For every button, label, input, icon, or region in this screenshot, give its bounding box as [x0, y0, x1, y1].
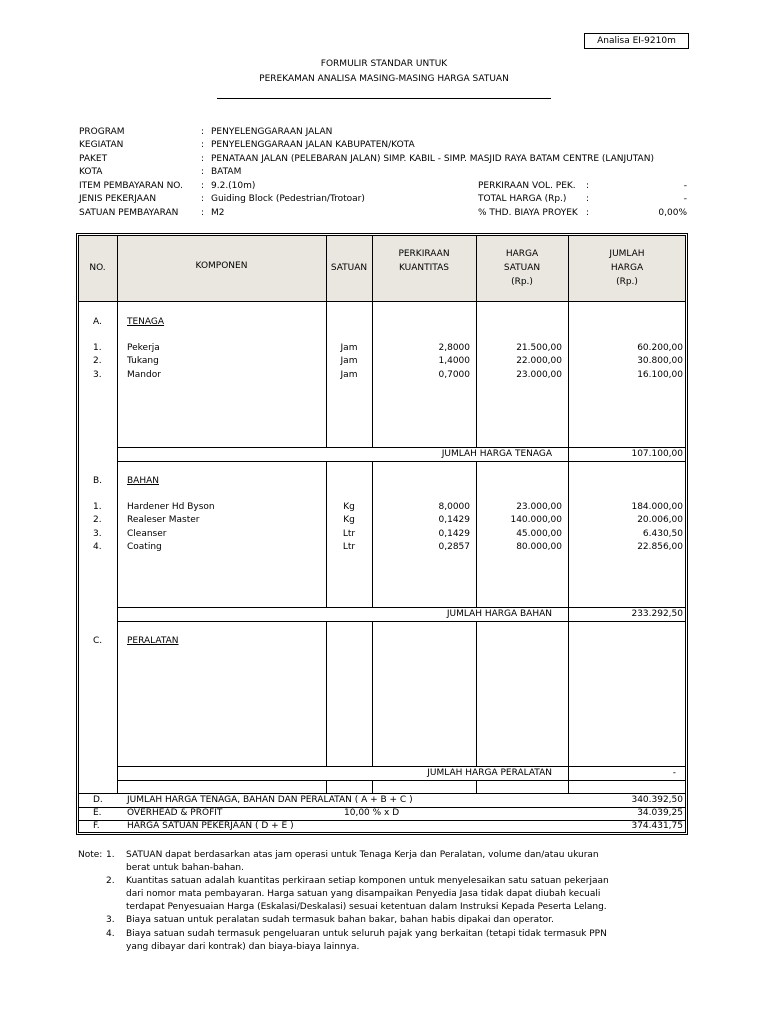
section-a-code: A. [93, 317, 102, 327]
subtotal-label-bahan: JUMLAH HARGA BAHAN [446, 609, 552, 619]
form-title-line1: FORMULIR STANDAR UNTUK [320, 59, 448, 69]
row-total: 60.200,00 [637, 343, 683, 353]
row-total: 16.100,00 [637, 370, 683, 380]
row-unit: Kg [343, 515, 355, 525]
note-number: 1. [106, 850, 115, 860]
row-no: 2. [93, 356, 102, 366]
note-line: SATUAN dapat berdasarkan atas jam operasi untuk Tenaga Kerja dan Peralatan, volume dan/atau ukuran [126, 850, 599, 860]
subtotal-line [117, 607, 686, 608]
row-total: 30.800,00 [637, 356, 683, 366]
subtotal-label-tenaga: JUMLAH HARGA TENAGA [441, 449, 552, 459]
row-component: Pekerja [127, 343, 160, 353]
row-quantity: 8,0000 [438, 502, 470, 512]
row-total: 22.856,00 [637, 542, 683, 552]
col-line [326, 622, 327, 766]
header-no: NO. [89, 263, 106, 273]
info-colon: : [201, 194, 205, 204]
info-value-persen: 0,00% [658, 208, 687, 218]
row-no: 1. [93, 343, 102, 353]
totals-line [78, 793, 686, 794]
total-code: F. [93, 821, 100, 831]
note-line: yang dibayar dari kontrak) dan biaya-biaya lainnya. [126, 942, 360, 952]
info-colon: : [201, 167, 205, 177]
header-harga-line1: HARGA [505, 249, 539, 259]
row-quantity: 2,8000 [438, 343, 470, 353]
subtotal-line [117, 621, 686, 622]
col-line [117, 236, 118, 793]
info-colon: : [586, 194, 590, 204]
row-no: 3. [93, 370, 102, 380]
note-number: 4. [106, 929, 115, 939]
analysis-code-box [584, 33, 689, 49]
row-unit: Ltr [342, 529, 356, 539]
row-total: 20.006,00 [637, 515, 683, 525]
subtotal-value-bahan: 233.292,50 [631, 609, 683, 619]
row-quantity: 1,4000 [438, 356, 470, 366]
info-colon: : [586, 181, 590, 191]
row-unit-price: 45.000,00 [516, 529, 562, 539]
info-value-volume: - [683, 181, 687, 191]
row-unit: Jam [340, 370, 358, 380]
title-divider [217, 98, 551, 99]
note-line: terdapat Penyesuaian Harga (Eskalasi/Deskalasi) sesuai ketentuan dalam Instruksi Kepada Peserta Lelang. [126, 902, 607, 912]
info-colon: : [201, 154, 205, 164]
info-value-kota: BATAM [211, 167, 242, 177]
col-line [372, 622, 373, 766]
row-unit: Jam [340, 343, 358, 353]
row-total: 184.000,00 [631, 502, 683, 512]
info-label-jenis: JENIS PEKERJAAN [79, 194, 157, 204]
note-line: Biaya satuan untuk peralatan sudah termasuk bahan bakar, bahan habis dipakai dan operator. [126, 915, 554, 925]
section-c-code: C. [93, 636, 103, 646]
info-label-total-harga: TOTAL HARGA (Rp.) [478, 194, 567, 204]
info-label-satuan: SATUAN PEMBAYARAN [79, 208, 179, 218]
row-component: Hardener Hd Byson [127, 502, 215, 512]
info-label-volume: PERKIRAAN VOL. PEK. [478, 181, 576, 191]
section-b-code: B. [93, 476, 103, 486]
row-quantity: 0,1429 [438, 529, 470, 539]
note-line: berat untuk bahan-bahan. [126, 863, 244, 873]
info-label-paket: PAKET [79, 154, 108, 164]
row-no: 4. [93, 542, 102, 552]
info-colon: : [201, 140, 205, 150]
subtotal-label-peralatan: JUMLAH HARGA PERALATAN [427, 768, 552, 778]
header-satuan: SATUAN [330, 263, 368, 273]
total-value: 340.392,50 [631, 795, 683, 805]
form-title-line2: PEREKAMAN ANALISA MASING-MASING HARGA SATUAN [259, 74, 509, 84]
row-component: Mandor [127, 370, 161, 380]
section-c-title: PERALATAN [127, 636, 179, 646]
row-quantity: 0,1429 [438, 515, 470, 525]
note-number: 2. [106, 876, 115, 886]
note-line: Biaya satuan sudah termasuk pengeluaran untuk seluruh pajak yang berkaitan (tetapi tidak termasuk PPN [126, 929, 607, 939]
subtotal-line [117, 447, 686, 448]
total-value: 374.431,75 [631, 821, 683, 831]
total-label: JUMLAH HARGA TENAGA, BAHAN DAN PERALATAN ( A + B + C ) [127, 795, 413, 805]
total-label: OVERHEAD & PROFIT [127, 808, 223, 818]
header-jumlah-line3: (Rp.) [616, 277, 638, 287]
subtotal-value-peralatan: - [672, 768, 676, 778]
note-line: Kuantitas satuan adalah kuantitas perkiraan setiap komponen untuk menyelesaikan satu satuan pekerjaan [126, 876, 609, 886]
row-quantity: 0,7000 [438, 370, 470, 380]
col-line [326, 780, 327, 793]
row-component: Realeser Master [127, 515, 200, 525]
info-value-jenis: Guiding Block (Pedestrian/Trotoar) [211, 194, 365, 204]
row-unit: Ltr [342, 542, 356, 552]
info-label-item: ITEM PEMBAYARAN NO. [79, 181, 183, 191]
section-b-title: BAHAN [127, 476, 159, 486]
info-value-total-harga: - [683, 194, 687, 204]
col-line [476, 622, 477, 766]
subtotal-line [117, 766, 686, 767]
row-unit-price: 22.000,00 [516, 356, 562, 366]
col-line [372, 780, 373, 793]
header-komponen: KOMPONEN [195, 261, 248, 271]
info-label-kota: KOTA [79, 167, 103, 177]
total-label: HARGA SATUAN PEKERJAAN ( D + E ) [127, 821, 294, 831]
col-line [476, 780, 477, 793]
header-harga-line2: SATUAN [503, 263, 541, 273]
row-no: 1. [93, 502, 102, 512]
info-value-satuan: M2 [211, 208, 225, 218]
header-divider [78, 301, 686, 302]
header-jumlah-line1: JUMLAH [609, 249, 645, 259]
row-unit: Jam [340, 356, 358, 366]
subtotal-line [117, 780, 686, 781]
info-value-program: PENYELENGGARAAN JALAN [211, 127, 333, 137]
note-number: 3. [106, 915, 115, 925]
row-unit-price: 21.500,00 [516, 343, 562, 353]
row-unit-price: 140.000,00 [510, 515, 562, 525]
header-jumlah-line2: HARGA [610, 263, 644, 273]
subtotal-value-tenaga: 107.100,00 [631, 449, 683, 459]
info-colon: : [201, 127, 205, 137]
row-unit-price: 80.000,00 [516, 542, 562, 552]
info-colon: : [201, 181, 205, 191]
info-label-persen: % THD. BIAYA PROYEK [478, 208, 578, 218]
analysis-code: Analisa EI-9210m [597, 36, 676, 46]
row-component: Coating [127, 542, 162, 552]
info-colon: : [586, 208, 590, 218]
row-component: Cleanser [127, 529, 167, 539]
info-value-kegiatan: PENYELENGGARAAN JALAN KABUPATEN/KOTA [211, 140, 415, 150]
info-label-program: PROGRAM [79, 127, 125, 137]
header-kuantitas-line2: KUANTITAS [399, 263, 449, 273]
row-quantity: 0,2857 [438, 542, 470, 552]
total-value: 34.039,25 [637, 808, 683, 818]
overhead-percent: 10,00 % x D [344, 808, 400, 818]
info-label-kegiatan: KEGIATAN [79, 140, 124, 150]
section-a-title: TENAGA [127, 317, 165, 327]
notes-label: Note: [78, 850, 103, 860]
subtotal-line [117, 461, 686, 462]
info-value-item: 9.2.(10m) [211, 181, 256, 191]
row-total: 6.430,50 [642, 529, 683, 539]
total-code: D. [93, 795, 103, 805]
note-line: dari nomor mata pembayaran. Harga satuan yang disampaikan Penyedia Jasa tidak dapat diubah kecuali [126, 889, 601, 899]
header-harga-line3: (Rp.) [511, 277, 533, 287]
info-colon: : [201, 208, 205, 218]
row-no: 3. [93, 529, 102, 539]
total-code: E. [93, 808, 102, 818]
row-unit-price: 23.000,00 [516, 370, 562, 380]
row-no: 2. [93, 515, 102, 525]
info-value-paket: PENATAAN JALAN (PELEBARAN JALAN) SIMP. KABIL - SIMP. MASJID RAYA BATAM CENTRE (LANJUTAN) [211, 154, 654, 164]
row-unit: Kg [343, 502, 355, 512]
row-component: Tukang [127, 356, 159, 366]
row-unit-price: 23.000,00 [516, 502, 562, 512]
header-kuantitas-line1: PERKIRAAN [398, 249, 450, 259]
